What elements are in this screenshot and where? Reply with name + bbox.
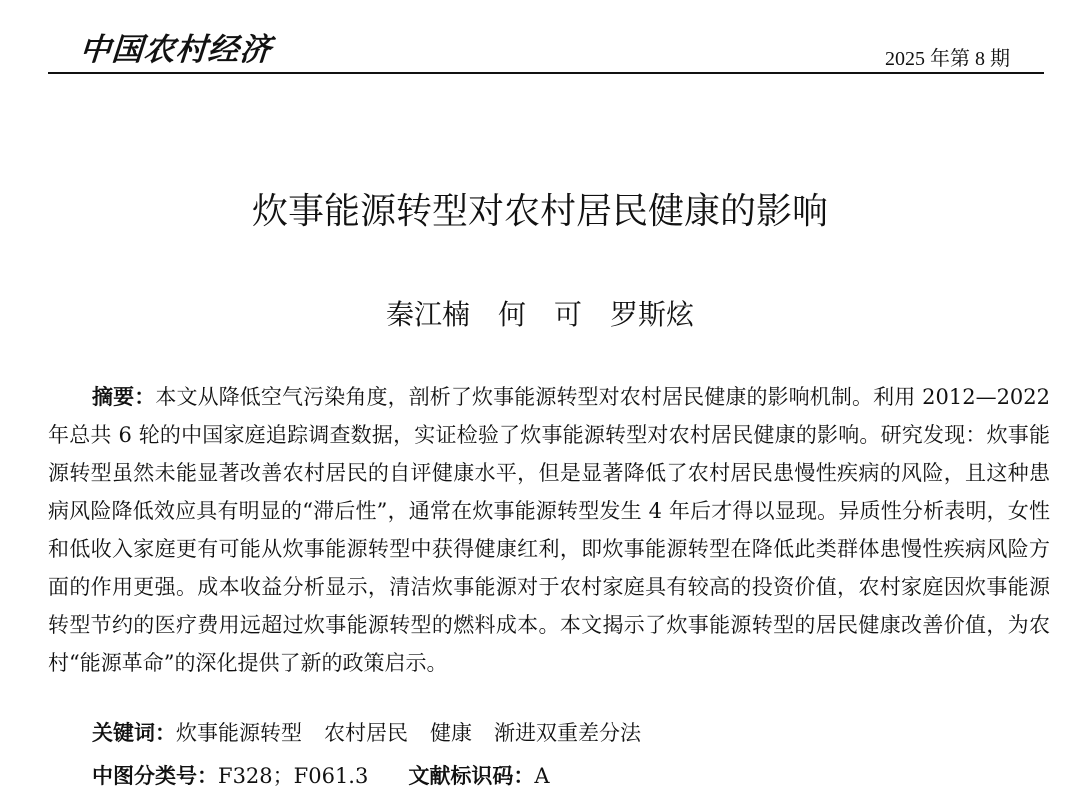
article-authors: 秦江楠 何 可 罗斯炫: [385, 298, 694, 331]
keywords-label: 关键词：: [92, 721, 176, 745]
document-code-value: A: [534, 764, 550, 788]
keyword-item: 健康: [430, 721, 472, 745]
document-code-label: 文献标识码：: [408, 764, 535, 788]
keyword-item: 炊事能源转型: [176, 721, 302, 745]
clc-value: F328；F061.3: [218, 764, 369, 788]
keyword-item: 农村居民: [324, 721, 408, 745]
abstract-paragraph: [48, 378, 1050, 682]
keywords-line: [92, 717, 663, 747]
article-title: 炊事能源转型对农村居民健康的影响: [251, 191, 828, 232]
classification-line: [92, 760, 550, 790]
clc-label: 中图分类号：: [92, 764, 218, 788]
issue-number: 2025 年第 8 期: [885, 48, 1010, 70]
keyword-item: 渐进双重差分法: [494, 721, 641, 745]
journal-logo: 中国农村经济: [78, 32, 274, 68]
journal-header: [48, 18, 1044, 74]
abstract-text: 本文从降低空气污染角度，剖析了炊事能源转型对农村居民健康的影响机制。利用 2012—2022 年总共 6 轮的中国家庭追踪调查数据，实证检验了炊事能源转型对农村居民健康的影响。研究发现：炊事能源转型虽然未能显著改善农村居民的自评健康水平，但是显著降低了农村居民患慢性疾病的风险，且这种患病风险降低效应具有明显的“滞后性”，通常在炊事能源转型发生 4 年后才得以显现。异质性分析表明，女性和低收入家庭更有可能从炊事能源转型中获得健康红利，即炊事能源转型在降低此类群体患慢性疾病风险方面的作用更强。成本收益分析显示，清洁炊事能源对于农村家庭具有较高的投资价值，农村家庭因炊事能源转型节约的医疗费用远超过炊事能源转型的燃料成本。本文揭示了炊事能源转型的居民健康改善价值，为农村“能源革命”的深化提供了新的政策启示。: [48, 385, 1051, 675]
abstract-label: 摘要：: [92, 385, 156, 409]
